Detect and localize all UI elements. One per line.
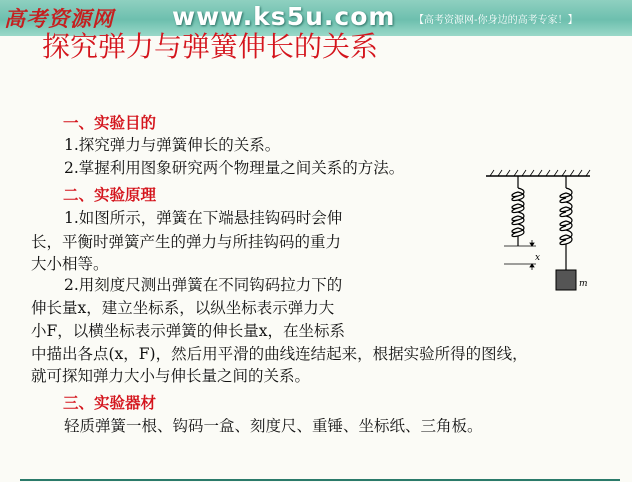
site-slogan: 【高考资源网-你身边的高考专家！】 (414, 15, 578, 26)
principle-line-8: 就可探知弹力大小与伸长量之间的关系。 (31, 367, 311, 385)
equipment-text: 轻质弹簧一根、钩码一盒、刻度尺、重锤、坐标纸、三角板。 (64, 417, 483, 435)
page-title: 探究弹力与弹簧伸长的关系 (42, 30, 379, 63)
spring-diagram (478, 166, 598, 302)
left-spring (512, 176, 524, 246)
principle-line-5: 伸长量x，建立坐标系，以纵坐标表示弹力大 (31, 299, 335, 317)
principle-line-4: 2.用刻度尺测出弹簧在不同钩码拉力下的 (64, 276, 343, 294)
x-label: x (535, 253, 541, 263)
site-url[interactable]: www.ks5u.com (172, 2, 396, 31)
principle-line-3: 大小相等。 (31, 255, 109, 273)
footer-divider (20, 479, 620, 481)
principle-line-6: 小F，以横坐标表示弹簧的伸长量x，在坐标系 (31, 322, 345, 340)
equipment-heading: 三、实验器材 (63, 393, 157, 412)
site-logo[interactable]: 高考资源网 (4, 6, 114, 31)
purpose-item-2: 2.掌握利用图象研究两个物理量之间关系的方法。 (64, 159, 405, 177)
principle-line-7: 中描出各点(x，F)，然后用平滑的曲线连结起来，根据实验所得的图线， (31, 345, 528, 363)
principle-heading: 二、实验原理 (63, 185, 157, 204)
purpose-heading: 一、实验目的 (63, 113, 157, 132)
hook-mass (556, 270, 576, 290)
m-label: m (579, 279, 588, 289)
principle-line-1: 1.如图所示，弹簧在下端悬挂钩码时会伸 (64, 209, 343, 227)
purpose-item-1: 1.探究弹力与弹簧伸长的关系。 (64, 136, 281, 154)
right-spring (560, 176, 572, 264)
principle-line-2: 长，平衡时弹簧产生的弹力与所挂钩码的重力 (31, 233, 342, 251)
